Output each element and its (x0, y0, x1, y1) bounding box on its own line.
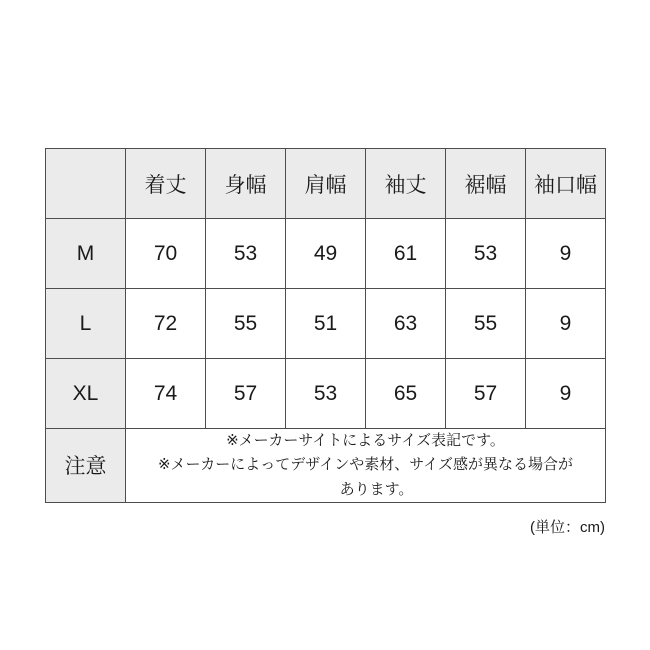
cell-xl-mihaba: 57 (206, 359, 286, 429)
note-line-3: あります。 (339, 480, 414, 498)
column-header-kitake: 着丈 (126, 149, 206, 219)
unit-note: (単位：cm) (530, 519, 605, 536)
cell-xl-sodeguchihaba: 9 (526, 359, 606, 429)
table-row (46, 219, 606, 289)
table-note-row (46, 429, 606, 503)
row-label-l: L (46, 289, 126, 359)
cell-m-susohaba: 53 (446, 219, 526, 289)
column-header-susohaba: 裾幅 (446, 149, 526, 219)
row-label-xl: XL (46, 359, 126, 429)
note-line-2: ※メーカーによってデザインや素材、サイズ感が異なる場合が (157, 456, 574, 474)
cell-m-sodetake: 61 (366, 219, 446, 289)
cell-xl-katahaba: 53 (286, 359, 366, 429)
column-header-katahaba: 肩幅 (286, 149, 366, 219)
cell-xl-sodetake: 65 (366, 359, 446, 429)
column-header-mihaba: 身幅 (206, 149, 286, 219)
cell-m-sodeguchihaba: 9 (526, 219, 606, 289)
cell-l-susohaba: 55 (446, 289, 526, 359)
table-header-row (46, 149, 606, 219)
cell-m-kitake: 70 (126, 219, 206, 289)
cell-l-sodeguchihaba: 9 (526, 289, 606, 359)
note-body (126, 429, 606, 503)
cell-xl-susohaba: 57 (446, 359, 526, 429)
cell-l-sodetake: 63 (366, 289, 446, 359)
table-row (46, 359, 606, 429)
note-label: 注意 (46, 429, 126, 503)
row-label-m: M (46, 219, 126, 289)
column-header-sodeguchihaba: 袖口幅 (526, 149, 606, 219)
table-corner-cell (46, 149, 126, 219)
cell-m-mihaba: 53 (206, 219, 286, 289)
note-line-1: ※メーカーサイトによるサイズ表記です。 (226, 432, 505, 449)
cell-m-katahaba: 49 (286, 219, 366, 289)
cell-l-mihaba: 55 (206, 289, 286, 359)
column-header-sodetake: 袖丈 (366, 149, 446, 219)
cell-xl-kitake: 74 (126, 359, 206, 429)
size-table (45, 148, 606, 503)
cell-l-katahaba: 51 (286, 289, 366, 359)
cell-l-kitake: 72 (126, 289, 206, 359)
size-table-container (45, 148, 605, 503)
table-row (46, 289, 606, 359)
